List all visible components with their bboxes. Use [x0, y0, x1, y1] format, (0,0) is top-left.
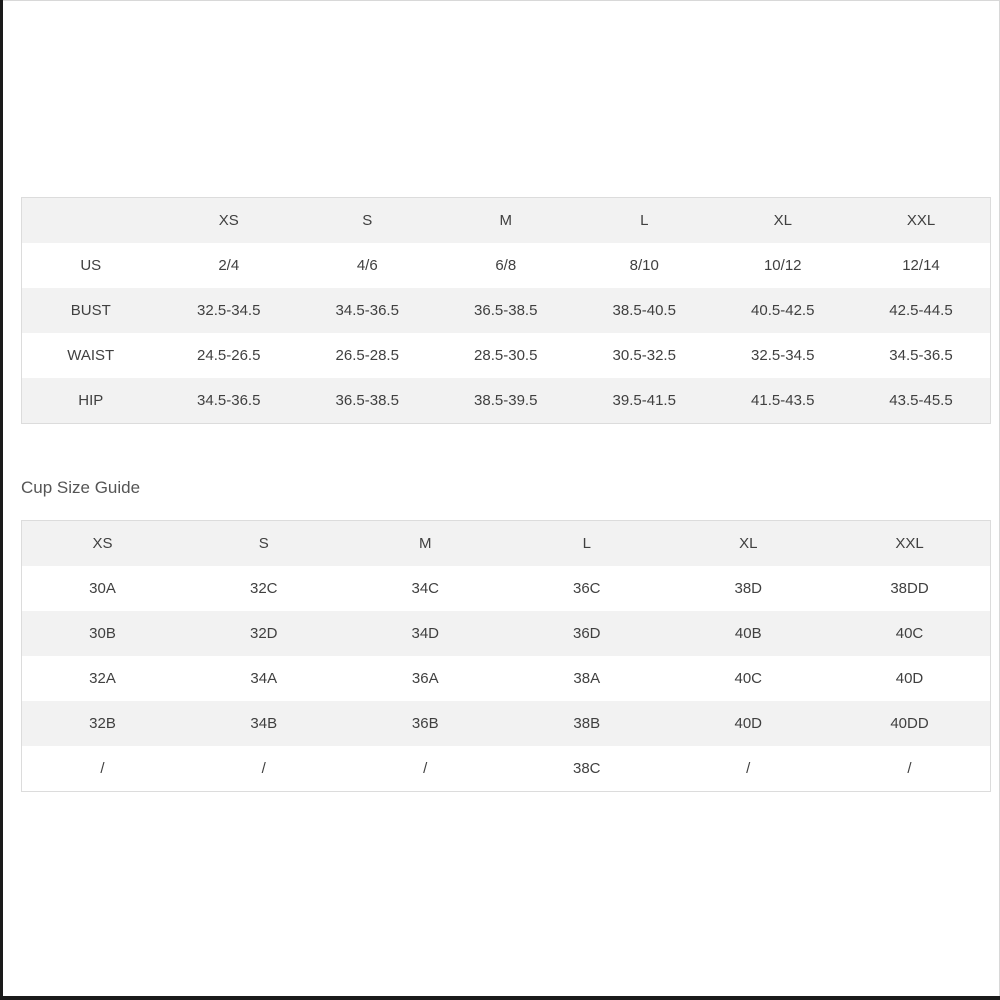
table-cell: 34.5-36.5 — [160, 378, 299, 424]
table-cell: 34.5-36.5 — [298, 288, 437, 333]
frame-top-edge — [0, 0, 1000, 1]
table-cell: 38.5-40.5 — [575, 288, 714, 333]
header-cell: XS — [22, 521, 184, 567]
table-cell: 43.5-45.5 — [852, 378, 991, 424]
cup-size-table — [21, 520, 991, 792]
table-cell: 39.5-41.5 — [575, 378, 714, 424]
header-cell — [22, 198, 160, 244]
table-cell: 2/4 — [160, 243, 299, 288]
table-cell: 12/14 — [852, 243, 991, 288]
table-cell: 8/10 — [575, 243, 714, 288]
cup-size-guide-title: Cup Size Guide — [21, 478, 141, 497]
table-cell: 34D — [345, 611, 507, 656]
header-cell: S — [183, 521, 345, 567]
header-cell: L — [575, 198, 714, 244]
header-cell: M — [437, 198, 576, 244]
table-cell: 32.5-34.5 — [714, 333, 853, 378]
table-cell: 30B — [22, 611, 184, 656]
row-label: US — [22, 243, 160, 288]
table-cell: 36B — [345, 701, 507, 746]
table-cell: 40.5-42.5 — [714, 288, 853, 333]
table-cell: 42.5-44.5 — [852, 288, 991, 333]
table-row — [22, 746, 991, 792]
table-cell: / — [668, 746, 830, 792]
table-cell: 32B — [22, 701, 184, 746]
table-cell: 36D — [506, 611, 668, 656]
header-cell: XL — [714, 198, 853, 244]
table-cell: 34.5-36.5 — [852, 333, 991, 378]
table-cell: 30A — [22, 566, 184, 611]
table-cell: 40B — [668, 611, 830, 656]
table-row — [22, 611, 991, 656]
table-cell: 28.5-30.5 — [437, 333, 576, 378]
table-cell: 40D — [829, 656, 991, 701]
table-cell: 34C — [345, 566, 507, 611]
table-cell: 36.5-38.5 — [437, 288, 576, 333]
table-cell: 32C — [183, 566, 345, 611]
table-cell: 38C — [506, 746, 668, 792]
table-cell: / — [22, 746, 184, 792]
table-cell: 36A — [345, 656, 507, 701]
frame-left-edge — [0, 0, 3, 1000]
table-cell: / — [345, 746, 507, 792]
table-cell: 10/12 — [714, 243, 853, 288]
table-cell: / — [183, 746, 345, 792]
header-cell: L — [506, 521, 668, 567]
table-cell: 38D — [668, 566, 830, 611]
table-cell: 38A — [506, 656, 668, 701]
table-cell: 4/6 — [298, 243, 437, 288]
table-cell: 26.5-28.5 — [298, 333, 437, 378]
cup-header-row — [22, 521, 991, 567]
table-cell: 36.5-38.5 — [298, 378, 437, 424]
table-row — [22, 243, 991, 288]
header-cell: XS — [160, 198, 299, 244]
header-cell: M — [345, 521, 507, 567]
table-cell: 32.5-34.5 — [160, 288, 299, 333]
row-label: HIP — [22, 378, 160, 424]
table-row — [22, 288, 991, 333]
table-cell: 38.5-39.5 — [437, 378, 576, 424]
row-label: WAIST — [22, 333, 160, 378]
table-cell: 32A — [22, 656, 184, 701]
table-cell: 30.5-32.5 — [575, 333, 714, 378]
header-cell: XL — [668, 521, 830, 567]
table-cell: 34A — [183, 656, 345, 701]
table-cell: / — [829, 746, 991, 792]
table-cell: 38DD — [829, 566, 991, 611]
table-cell: 6/8 — [437, 243, 576, 288]
row-label: BUST — [22, 288, 160, 333]
header-cell: XXL — [829, 521, 991, 567]
table-cell: 32D — [183, 611, 345, 656]
table-cell: 34B — [183, 701, 345, 746]
table-cell: 24.5-26.5 — [160, 333, 299, 378]
table-cell: 40C — [668, 656, 830, 701]
table-row — [22, 333, 991, 378]
table-cell: 40C — [829, 611, 991, 656]
header-cell: XXL — [852, 198, 991, 244]
table-row — [22, 701, 991, 746]
table-cell: 40DD — [829, 701, 991, 746]
table-row — [22, 656, 991, 701]
frame-bottom-edge — [0, 996, 1000, 1000]
table-cell: 36C — [506, 566, 668, 611]
table-row — [22, 566, 991, 611]
table-cell: 38B — [506, 701, 668, 746]
size-chart-table — [21, 197, 991, 424]
size-header-row — [22, 198, 991, 244]
table-cell: 40D — [668, 701, 830, 746]
table-row — [22, 378, 991, 424]
header-cell: S — [298, 198, 437, 244]
table-cell: 41.5-43.5 — [714, 378, 853, 424]
